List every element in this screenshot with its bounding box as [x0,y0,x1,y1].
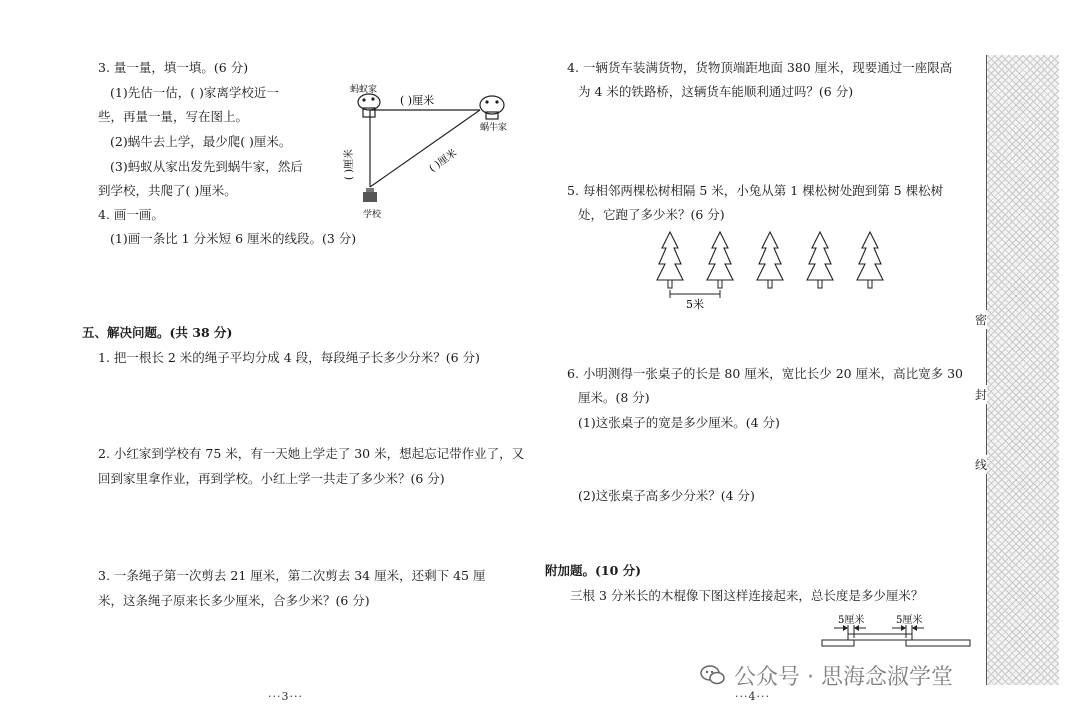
r-q6b: 厘米。(8 分) [578,390,650,405]
r-q4b: 为 4 米的铁路桥，这辆货车能顺利通过吗？(6 分) [578,84,854,99]
pine-trees-illustration [650,228,890,312]
overlap2-label: 5厘米 [896,615,923,626]
seal-char-mi: 密 [975,310,987,329]
stick-1 [822,640,854,646]
snail-house-icon [480,96,504,119]
tree-spacing-label: 5米 [686,298,704,311]
distance-diagram [330,80,520,220]
top-length-label: ( )厘米 [400,94,435,107]
wechat-logo-icon [700,664,726,686]
pine-tree-icon [657,232,683,288]
s5-q2b: 回到家里拿作业，再到学校。小红上学一共走了多少米？(6 分) [98,471,445,486]
r-q4a: 4. 一辆货车装满货物，货物顶端距地面 380 厘米，现要通过一座限高 [567,60,953,75]
left-q3-title: 3. 量一量，填一填。(6 分) [98,60,249,75]
r-q5a: 5. 每相邻两棵松树相隔 5 米，小兔从第 1 棵松树处跑到第 5 棵松树 [567,183,944,198]
diag-length-label: ( )厘米 [427,147,460,175]
ant-home-label: 蚂蚁家 [350,85,378,95]
left-page-number: ···3··· [268,690,303,703]
pine-tree-icon [857,232,883,288]
r-q6a: 6. 小明测得一张桌子的长是 80 厘米，宽比长少 20 厘米，高比宽多 30 [567,366,963,381]
snail-to-school-line [370,110,480,187]
stick-2 [848,634,912,640]
sticks-diagram [818,610,978,660]
extra-question: 三根 3 分米长的木棍像下图这样连接起来，总长度是多少厘米？ [570,588,924,603]
r-q5b: 处，它跑了多少米？(6 分) [578,207,725,222]
s5-q3a: 3. 一条绳子第一次剪去 21 厘米，第二次剪去 34 厘米，还剩下 45 厘 [98,568,486,583]
r-q6-2: (2)这张桌子高多少分米？(4 分) [578,488,755,503]
left-length-label: ( )厘米 [344,149,355,180]
snail-home-label: 蜗牛家 [480,123,508,133]
pine-trees [657,232,883,288]
left-q3-p2: (2)蜗牛去上学，最少爬( )厘米。 [110,134,292,149]
seal-char-feng: 封 [975,385,987,404]
school-icon [363,188,377,202]
left-q3-p3a: (3)蚂蚁从家出发先到蜗牛家，然后 [110,159,303,174]
school-label: 学校 [363,210,382,220]
r-q6-1: (1)这张桌子的宽是多少厘米。(4 分) [578,415,780,430]
left-q4-title: 4. 画一画。 [98,207,164,222]
s5-q2a: 2. 小红家到学校有 75 米，有一天她上学走了 30 米，想起忘记带作业了，又 [98,446,525,461]
left-q3-p1a: (1)先估一估，( )家离学校近一 [110,85,279,100]
extra-title: 附加题。(10 分) [545,563,642,578]
pine-tree-icon [757,232,783,288]
left-q3-p1b: 些，再量一量，写在图上。 [98,109,249,124]
stick-3 [906,640,970,646]
watermark-text: 公众号 · 思海念淑学堂 [734,665,953,690]
right-page-number: ···4··· [735,690,770,703]
overlap1-label: 5厘米 [838,615,865,626]
left-q4-p1: (1)画一条比 1 分米短 6 厘米的线段。(3 分) [110,231,357,246]
pine-tree-icon [807,232,833,288]
ant-house-icon [358,94,380,117]
seal-strip [986,55,1059,685]
s5-q1: 1. 把一根长 2 米的绳子平均分成 4 段，每段绳子长多少分米？(6 分) [98,350,480,365]
seal-char-xian: 线 [975,455,987,474]
s5-q3b: 米，这条绳子原来长多少厘米，合多少米？(6 分) [98,593,370,608]
section5-title: 五、解决问题。(共 38 分) [82,325,233,340]
left-q3-p3b: 到学校，共爬了( )厘米。 [98,183,237,198]
pine-tree-icon [707,232,733,288]
